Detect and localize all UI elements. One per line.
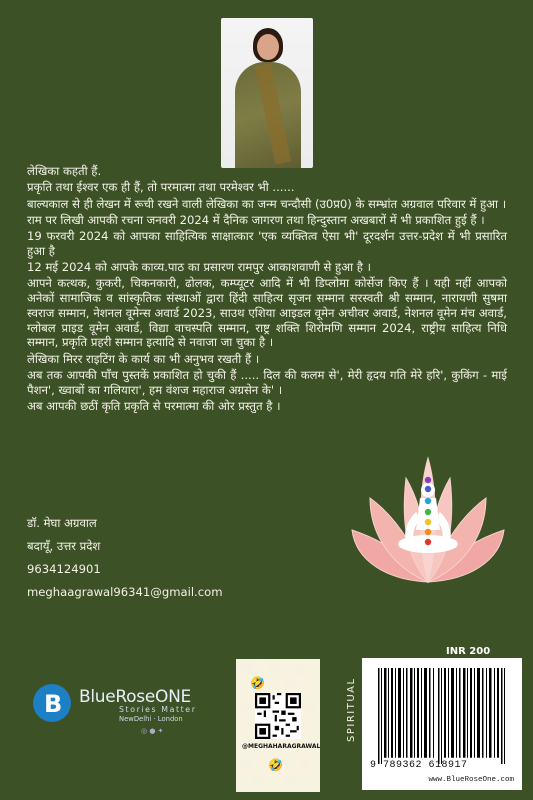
- paragraph: आपने कत्थक, कुकरी, चिकनकारी, ढोलक, कम्प्यूटर आदि में भी डिप्लोमा कोर्सेज किए हैं । यही नहीं आपको अनेकों सामाजिक व सांस्कृतिक संस्थाओं द्वारा हिंदी साहित्य सृजन सम्मान सरस्वती श्री सम्मान, नारायणी सुषमा स्वराज सम्मान, नेशनल वूमेन्स अवार्ड 2023, साउथ एशिया आइडल वूमेन अचीवर अवार्ड, नेशनल वूमेन मंच अवार्ड, ग्लोबल प्राइड वूमेन अवार्ड, विद्या वाचस्पति सम्मान, राष्ट्र शक्ति शिरोमणि सम्मान 2024, राष्ट्रीय साहित्य निधि सम्मान, प्रकृति प्रहरी सम्मान इत्यादि से नवाजा जा चुका है ।: [27, 276, 507, 350]
- qr-code: [255, 693, 301, 739]
- publisher-name: BlueRoseONE: [79, 687, 191, 707]
- laughing-emoji-icon: 😆: [238, 702, 251, 716]
- laughing-emoji-icon: 😂: [284, 774, 299, 788]
- laughing-emoji-icon: 😄: [282, 678, 295, 692]
- laughing-emoji-icon: 😂: [294, 664, 309, 678]
- publisher-logo: B BlueRoseONE Stories Matter NewDelhi · London ◎ ● ✦: [33, 684, 208, 744]
- barcode-icon: [376, 668, 508, 764]
- paragraph: 19 फरवरी 2024 को आपका साहित्यिक साक्षात्कार 'एक व्यक्तित्व ऐसा भी' दूरदर्शन उत्तर-प्रदेश में भी प्रसारित हुआ है: [27, 229, 507, 258]
- laughing-emoji-icon: 😂: [240, 662, 255, 676]
- paragraph: 12 मई 2024 को आपके काव्य.पाठ का प्रसारण रामपुर आकाशवाणी से हुआ है ।: [27, 260, 371, 275]
- qr-card: [236, 659, 320, 792]
- isbn-number: 9 789362 618917: [370, 760, 468, 771]
- lotus-meditation-illustration: [348, 452, 508, 592]
- paragraph: लेखिका मिरर राइटिंग के कार्य का भी अनुभव रखती हैं ।: [27, 351, 260, 366]
- laughing-emoji-icon: 😆: [250, 774, 263, 788]
- author-place: बदायूँ, उत्तर प्रदेश: [27, 539, 101, 553]
- author-phone: 9634124901: [27, 562, 101, 576]
- genre-label: SPIRITUAL: [346, 677, 357, 742]
- author-name: डॉ. मेघा अग्रवाल: [27, 516, 97, 530]
- paragraph: अब तक आपकी पाँच पुस्तकें प्रकाशित हो चुकी हैं ..... दिल की कलम से', मेरी हृदय गति मेरे हरि', कुकिंग - माई पैशन', ख्वाबों का गलियारा', हम वंशज महाराज अग्रसेन के' ।: [27, 367, 507, 397]
- author-email: meghaagrawal96341@gmail.com: [27, 585, 223, 599]
- laughing-emoji-icon: 🤣: [250, 676, 265, 690]
- paragraph: राम पर लिखी आपकी रचना जनवरी 2024 में दैनिक जागरण तथा हिन्दुस्तान अखबारों में भी प्रकाशित हुई हैं ।: [27, 212, 485, 227]
- social-icons: ◎ ● ✦: [141, 727, 164, 735]
- author-note-heading: लेखिका कहती हैं.: [27, 164, 102, 178]
- laughing-emoji-icon: 😂: [240, 754, 255, 768]
- paragraph: अब आपकी छठीं कृति प्रकृति से परमात्मा की ओर प्रस्तुत है ।: [27, 398, 281, 413]
- price-label: INR 200: [446, 646, 491, 657]
- publisher-cities: NewDelhi · London: [119, 715, 183, 723]
- laughing-emoji-icon: 🤣: [268, 758, 283, 772]
- signature-block: [27, 516, 223, 608]
- laughing-emoji-icon: 😂: [304, 698, 319, 712]
- publisher-website: www.BlueRoseOne.com: [428, 776, 514, 784]
- laughing-emoji-icon: 😄: [298, 756, 311, 770]
- author-note: [27, 164, 507, 415]
- publisher-tagline: Stories Matter: [119, 705, 197, 714]
- laughing-emoji-icon: 😆: [266, 660, 279, 674]
- paragraph: प्रकृति तथा ईश्वर एक ही हैं, तो परमात्मा तथा परमेश्वर भी ......: [27, 180, 295, 195]
- paragraph: बाल्यकाल से ही लेखन में रूची रखने वाली लेखिका का जन्म चन्दौसी (उ0प्र0) के सम्भ्रांत अग्रवाल परिवार में हुआ ।: [27, 196, 507, 211]
- author-photo: [221, 18, 313, 168]
- isbn-barcode: [362, 658, 522, 790]
- qr-caption: @MEGHAHARAGRAWAL: [242, 743, 321, 750]
